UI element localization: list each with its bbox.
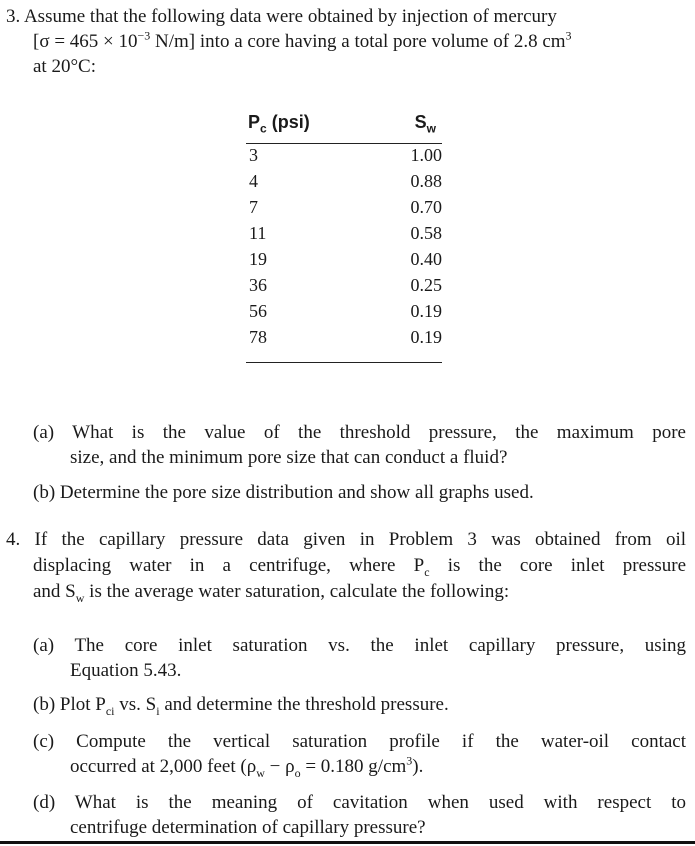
problem-3b [33,480,534,505]
part-3b-label: (b) [33,482,56,503]
problem-4a-line-1 [33,633,686,658]
problem-4d-line-2: centrifuge determination of capillary pressure? [70,817,426,838]
part-4a-label: (a) [33,635,55,656]
table-row [246,327,442,353]
table-cell-sw: 0.19 [410,301,442,321]
problem-4-sw-sub: w [75,590,85,605]
table-header-rule [246,143,442,144]
part-3a-label: (a) [33,422,55,443]
table-cell-sw: 0.25 [410,275,442,295]
table-row [246,171,442,197]
part-4c-cm-exp: 3 [406,753,413,768]
part-4d-text-1: What is the meaning of cavitation when used with respect to [74,792,686,813]
problem-4c-line-1 [33,729,686,754]
problem-4-line-2 [33,553,686,578]
part-4c-sub-w: w [256,765,265,780]
problem-4-text-2b: is the core inlet pressure [447,555,687,576]
problem-4a-line-2: Equation 5.43. [70,660,182,681]
part-4c-text-2a: occurred at 2,000 feet (ρ [70,756,257,777]
table-cell-pc: 3 [249,145,258,165]
table-cell-pc: 7 [249,197,258,217]
table-row [246,145,442,171]
problem-3-exponent: −3 [137,28,151,43]
problem-3 [6,4,689,29]
part-4b-label: (b) [33,694,56,715]
part-3a-text-1: What is the value of the threshold pressure, the maximum pore [72,422,686,443]
problem-3-line-1: Assume that the following data were obtained by injection of mercury [23,6,557,27]
part-4b-sub-i: i [156,703,160,718]
part-4a-text-1: The core inlet saturation vs. the inlet capillary pressure, using [74,635,686,656]
table-row [246,249,442,275]
part-4c-label: (c) [33,731,55,752]
problem-4-text-1: If the capillary pressure data given in Problem 3 was obtained from oil [34,529,686,550]
problem-4d-line-1 [33,790,686,815]
part-4b-text-2: vs. S [119,694,157,715]
table-cell-sw: 0.88 [410,171,442,191]
table-cell-pc: 19 [249,249,267,269]
table-cell-pc: 78 [249,327,267,347]
table-row [246,275,442,301]
problem-3-line-3: at 20°C: [33,56,97,77]
problem-4-line-3 [33,579,509,604]
part-3b-text: Determine the pore size distribution and show all graphs used. [59,482,534,503]
problem-4-line-1 [6,527,686,552]
problem-4-text-2a: displacing water in a centrifuge, where P [33,555,425,576]
part-4c-text-2b: − ρ [269,756,295,777]
problem-3a-line-2: size, and the minimum pore size that can conduct a fluid? [70,447,508,468]
header-pc-unit: (psi) [271,112,310,132]
table-row [246,197,442,223]
table-header-pc [248,112,310,136]
table-cell-sw: 0.40 [410,249,442,269]
table-cell-sw: 0.70 [410,197,442,217]
part-4c-sub-o: o [294,765,301,780]
problem-4-pc-sub: c [424,564,430,579]
header-sw-sub: w [426,121,436,136]
problem-3-line-2-a: [σ = 465 × 10 [33,31,138,52]
problem-4-text-3a: and S [33,581,76,602]
table-cell-pc: 11 [249,223,267,243]
part-4c-text-1: Compute the vertical saturation profile if the water-oil contact [76,731,687,752]
problem-4c-line-2 [70,754,423,779]
part-4d-label: (d) [33,792,56,813]
part-4c-text-2d: ). [412,756,424,777]
table-cell-sw: 1.00 [410,145,442,165]
table-header-sw [414,112,436,136]
problem-3a-line-1 [33,420,686,445]
table-row [246,301,442,327]
problem-4-number: 4. [6,529,21,550]
part-4b-sub-ci: ci [105,703,115,718]
problem-3-line-2-b: N/m] into a core having a total pore volume of 2.8 cm [155,31,566,52]
page-bottom-border [0,841,695,844]
table-cell-sw: 0.19 [410,327,442,347]
table-bottom-rule [246,362,442,363]
part-4b-text-1: Plot P [59,694,106,715]
problem-3-cm-exp: 3 [565,28,572,43]
part-4b-text-3: and determine the threshold pressure. [164,694,449,715]
header-pc-sub: c [260,121,267,136]
table-cell-pc: 56 [249,301,267,321]
header-pc-main: P [248,112,261,132]
problem-4b [33,692,449,717]
problem-3-number: 3. [6,6,21,27]
table-cell-pc: 4 [249,171,258,191]
problem-4-text-3b: is the average water saturation, calculate the following: [89,581,510,602]
part-4c-text-2c: = 0.180 g/cm [305,756,407,777]
table-cell-sw: 0.58 [410,223,442,243]
table-cell-pc: 36 [249,275,267,295]
problem-3-line-2-wrap [33,29,693,54]
table-row [246,223,442,249]
header-sw-main: S [414,112,427,132]
